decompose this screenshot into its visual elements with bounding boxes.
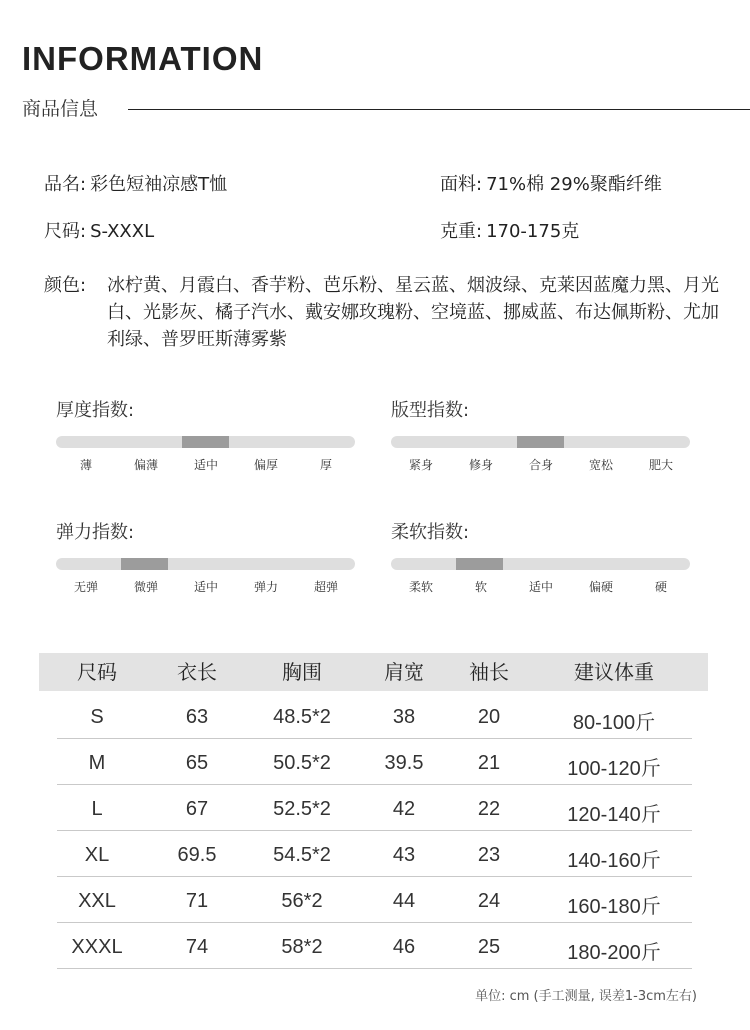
fabric-value: 71%棉 29%聚酯纤维 (486, 174, 662, 195)
index-track (56, 558, 355, 570)
table-cell: 100-120斤 (567, 758, 661, 780)
index-tick-label: 无弹 (73, 580, 98, 594)
table-cell: 160-180斤 (567, 896, 661, 918)
table-cell: 140-160斤 (567, 850, 661, 872)
fabric-weight-label: 克重: (440, 221, 483, 242)
table-header-cell: 袖长 (469, 660, 509, 684)
fabric-label: 面料: (440, 174, 483, 195)
table-cell: XXXL (71, 936, 123, 958)
size-range (44, 217, 154, 243)
index-tick-label: 超弹 (313, 580, 338, 594)
table-cell: 63 (185, 706, 209, 728)
fabric-weight (440, 217, 579, 243)
table-cell: XXL (78, 890, 116, 912)
index-tick-label: 柔软 (408, 580, 433, 594)
table-cell: 24 (477, 890, 501, 912)
product-name (44, 170, 227, 196)
table-cell: 43 (392, 844, 416, 866)
table-cell: 80-100斤 (572, 712, 656, 734)
colors-value: 冰柠黄、月霞白、香芋粉、芭乐粉、星云蓝、烟波绿、克莱因蓝魔力黑、月光白、光影灰、橘子汽水、戴安娜玫瑰粉、空境蓝、挪威蓝、布达佩斯粉、尤加利绿、普罗旺斯薄雾紫 (107, 275, 719, 350)
table-cell: 25 (477, 936, 501, 958)
table-cell: XL (84, 844, 110, 866)
index-tick-label: 修身 (468, 458, 493, 472)
index-track (391, 558, 690, 570)
table-cell: 42 (392, 798, 416, 820)
product-name-label: 品名: (44, 174, 87, 195)
table-cell: 71 (185, 890, 209, 912)
index-tick-label: 软 (474, 580, 487, 594)
index-marker (517, 436, 564, 448)
index-tick-label: 偏硬 (588, 580, 613, 594)
table-row-divider (57, 830, 692, 831)
index-tick-label: 微弹 (133, 580, 158, 594)
index-tick-label: 硬 (654, 580, 667, 594)
index-marker (121, 558, 168, 570)
table-cell: 48.5*2 (273, 706, 331, 728)
product-name-value: 彩色短袖凉感T恤 (90, 174, 228, 195)
index-tick-label: 紧身 (408, 458, 433, 472)
measurement-note: 单位: cm (手工测量, 误差1-3cm左右) (475, 989, 697, 1004)
index-tick-label: 偏厚 (253, 458, 278, 472)
colors-label: 颜色: (44, 275, 87, 296)
index-title: 版型指数: (391, 400, 470, 421)
table-row-divider (57, 876, 692, 877)
fabric-weight-value: 170-175克 (486, 221, 580, 242)
table-cell: 46 (392, 936, 416, 958)
table-cell: 21 (477, 752, 501, 774)
table-cell: 74 (185, 936, 209, 958)
index-title: 柔软指数: (391, 522, 470, 543)
index-tick-label: 合身 (528, 458, 553, 472)
table-cell: 120-140斤 (567, 804, 661, 826)
index-track (391, 436, 690, 448)
index-tick-label: 厚 (319, 458, 332, 472)
table-cell: 54.5*2 (273, 844, 331, 866)
index-marker (456, 558, 503, 570)
table-header-cell: 衣长 (177, 660, 217, 684)
table-header-cell: 肩宽 (384, 660, 424, 684)
table-cell: 38 (392, 706, 416, 728)
page-title: INFORMATION (22, 40, 264, 77)
table-cell: S (90, 706, 104, 728)
table-row-divider (57, 738, 692, 739)
table-cell: 22 (477, 798, 501, 820)
index-tick-label: 宽松 (588, 458, 613, 472)
table-cell: 44 (392, 890, 416, 912)
page-subtitle: 商品信息 (22, 98, 99, 120)
index-title: 弹力指数: (56, 522, 135, 543)
table-row-divider (57, 784, 692, 785)
table-cell: 52.5*2 (273, 798, 331, 820)
table-header-cell: 尺码 (77, 660, 117, 684)
index-tick-label: 肥大 (648, 458, 673, 472)
index-marker (182, 436, 229, 448)
table-cell: 39.5 (384, 752, 424, 774)
index-track (56, 436, 355, 448)
table-cell: M (88, 752, 106, 774)
index-tick-label: 薄 (79, 458, 92, 472)
table-row-divider (57, 922, 692, 923)
index-title: 厚度指数: (56, 400, 135, 421)
size-range-label: 尺码: (44, 221, 87, 242)
index-tick-label: 弹力 (253, 580, 278, 594)
index-tick-label: 偏薄 (133, 458, 158, 472)
table-cell: 23 (477, 844, 501, 866)
table-header-cell: 建议体重 (574, 660, 654, 684)
table-row-divider (57, 968, 692, 969)
title-divider (128, 109, 750, 110)
table-cell: L (91, 798, 103, 820)
index-tick-label: 适中 (193, 458, 218, 472)
table-cell: 58*2 (281, 936, 323, 958)
table-cell: 65 (185, 752, 209, 774)
table-cell: 50.5*2 (273, 752, 331, 774)
table-cell: 56*2 (281, 890, 323, 912)
fabric (440, 170, 662, 196)
table-cell: 69.5 (177, 844, 217, 866)
table-cell: 20 (477, 706, 501, 728)
index-tick-label: 适中 (193, 580, 218, 594)
table-cell: 67 (185, 798, 209, 820)
index-tick-label: 适中 (528, 580, 553, 594)
table-cell: 180-200斤 (567, 942, 661, 964)
size-range-value: S-XXXL (90, 221, 155, 242)
table-header-cell: 胸围 (282, 660, 322, 684)
